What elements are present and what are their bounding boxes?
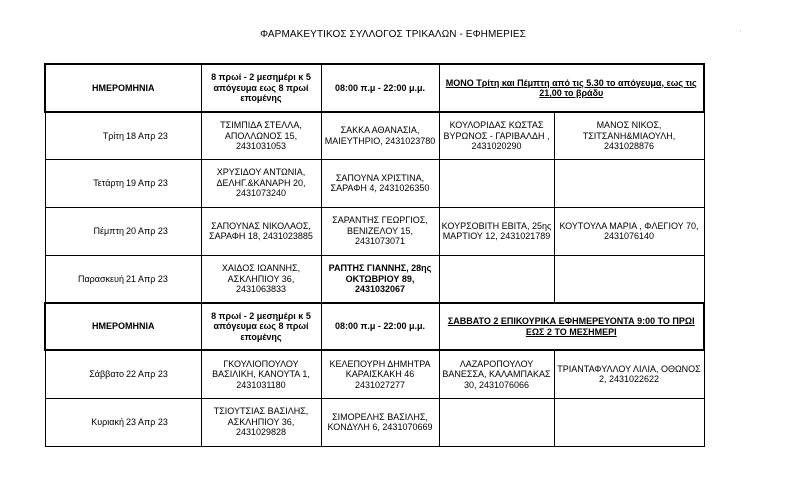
table-row [45, 207, 704, 255]
pharmacy-cell: ΣΑΚΚΑ ΑΘΑΝΑΣΙΑ, ΜΑΙΕΥΤΗΡΙΟ, 2431023780 [321, 112, 439, 159]
pharmacy-cell: ΓΚΟΥΛΙΟΠΟΥΛΟΥ ΒΑΣΙΛΙΚΗ, ΚΑΝΟΥΤΑ 1, 2431031180 [201, 350, 321, 398]
pharmacy-cell [554, 255, 704, 303]
pharmacy-cell: ΡΑΠΤΗΣ ΓΙΑΝΝΗΣ, 28ης ΟΚΤΩΒΡΙΟΥ 89, 2431032067 [321, 255, 439, 303]
pharmacy-cell: ΣΑΠΟΥΝΑΣ ΝΙΚΟΛΑΟΣ, ΣΑΡΑΦΗ 18, 2431023885 [201, 207, 321, 255]
date-cell: 21 Απρ 23 [125, 255, 201, 303]
header-shift-day: 08:00 π.μ - 22:00 μ.μ. [321, 64, 439, 112]
header-shift-24h: 8 πρωί - 2 μεσημέρι κ 5 απόγευμα εως 8 πρωί επομένης [201, 64, 321, 112]
header-row-weekend [45, 303, 704, 350]
table-row [45, 112, 704, 159]
pharmacy-cell: ΤΡΙΑΝΤΑΦΥΛΛΟΥ ΛΙΛΙΑ, ΟΘΩΝΟΣ 2, 2431022622 [554, 350, 704, 398]
day-cell: Κυριακή [45, 398, 125, 446]
header-date-label: ΗΜΕΡΟΜΗΝΙΑ [45, 64, 201, 112]
day-cell: Πέμπτη [45, 207, 125, 255]
date-cell: 19 Απρ 23 [125, 159, 201, 207]
pharmacy-cell: ΣΑΡΑΝΤΗΣ ΓΕΩΡΓΙΟΣ, ΒΕΝΙΖΕΛΟΥ 15, 2431073071 [321, 207, 439, 255]
corner-mark: ˈ [739, 29, 742, 38]
date-cell: 18 Απρ 23 [125, 112, 201, 159]
table-row [45, 398, 704, 446]
date-cell: 23 Απρ 23 [125, 398, 201, 446]
pharmacy-cell: ΚΕΛΕΠΟΥΡΗ ΔΗΜΗΤΡΑ ΚΑΡΑΙΣΚΑΚΗ 46 2431027277 [321, 350, 439, 398]
pharmacy-cell: ΣΑΠΟΥΝΑ ΧΡΙΣΤΙΝΑ, ΣΑΡΑΦΗ 4, 2431026350 [321, 159, 439, 207]
header-date-label: ΗΜΕΡΟΜΗΝΙΑ [45, 303, 201, 350]
pharmacy-cell: ΚΟΥΡΣΟΒΙΤΗ ΕΒΙΤΑ, 25ης ΜΑΡΤΙΟΥ 12, 2431021789 [439, 207, 554, 255]
table-row [45, 159, 704, 207]
header-shift-24h: 8 πρωί - 2 μεσημέρι κ 5 απόγευμα εως 8 πρωί επομένης [201, 303, 321, 350]
pharmacy-cell [439, 398, 554, 446]
pharmacy-cell [439, 255, 554, 303]
header-row-weekday [45, 64, 704, 112]
pharmacy-cell [439, 159, 554, 207]
table-row [45, 350, 704, 398]
pharmacy-cell: ΜΑΝΟΣ ΝΙΚΟΣ, ΤΣΙΤΣΑΝΗ&ΜΙΑΟΥΛΗ, 2431028876 [554, 112, 704, 159]
day-cell: Τετάρτη [45, 159, 125, 207]
day-cell: Σάββατο [45, 350, 125, 398]
day-cell: Τρίτη [45, 112, 125, 159]
header-shift-day: 08:00 π.μ - 22:00 μ.μ. [321, 303, 439, 350]
header-extra-shift: ΜΟΝΟ Τρίτη και Πέμπτη από τις 5.30 το απόγευμα, εως τις 21,00 το βράδυ [439, 64, 704, 112]
duty-schedule-table [44, 63, 705, 447]
header-extra-shift: ΣΑΒΒΑΤΟ 2 ΕΠΙΚΟΥΡΙΚΑ ΕΦΗΜΕΡΕΥΟΝΤΑ 9:00 ΤΟ ΠΡΩΙ ΕΩΣ 2 ΤΟ ΜΕΣΗΜΕΡΙ [439, 303, 704, 350]
date-cell: 22 Απρ 23 [125, 350, 201, 398]
day-cell: Παρασκευή [45, 255, 125, 303]
date-cell: 20 Απρ 23 [125, 207, 201, 255]
page-title: ΦΑΡΜΑΚΕΥΤΙΚΟΣ ΣΥΛΛΟΓΟΣ ΤΡΙΚΑΛΩΝ - ΕΦΗΜΕΡΙΕΣ [260, 29, 526, 40]
table-row [45, 255, 704, 303]
pharmacy-cell: ΤΣΙΟΥΤΣΙΑΣ ΒΑΣΙΛΗΣ, ΑΣΚΛΗΠΙΟΥ 36, 2431029828 [201, 398, 321, 446]
pharmacy-cell: ΧΡΥΣΙΔΟΥ ΑΝΤΩΝΙΑ, ΔΕΛΗΓ.&ΚΑΝΑΡΗ 20, 2431073240 [201, 159, 321, 207]
pharmacy-cell: ΚΟΥΛΟΡΙΔΑΣ ΚΩΣΤΑΣ ΒΥΡΩΝΟΣ - ΓΑΡΙΒΑΛΔΗ , 2431020290 [439, 112, 554, 159]
pharmacy-cell: ΧΑΙΔΟΣ ΙΩΑΝΝΗΣ, ΑΣΚΛΗΠΙΟΥ 36, 2431063833 [201, 255, 321, 303]
pharmacy-cell: ΚΟΥΤΟΥΛΑ ΜΑΡΙΑ , ΦΛΕΓΙΟΥ 70, 2431076140 [554, 207, 704, 255]
pharmacy-cell [554, 398, 704, 446]
pharmacy-cell: ΛΑΖΑΡΟΠΟΥΛΟΥ ΒΑΝΕΣΣΑ, ΚΑΛΑΜΠΑΚΑΣ 30, 2431076066 [439, 350, 554, 398]
pharmacy-cell: ΣΙΜΟΡΕΛΗΣ ΒΑΣΙΛΗΣ, ΚΟΝΔΥΛΗ 6, 2431070669 [321, 398, 439, 446]
pharmacy-cell [554, 159, 704, 207]
pharmacy-cell: ΤΣΙΜΠΙΔΑ ΣΤΕΛΛΑ, ΑΠΟΛΛΩΝΟΣ 15, 2431031053 [201, 112, 321, 159]
